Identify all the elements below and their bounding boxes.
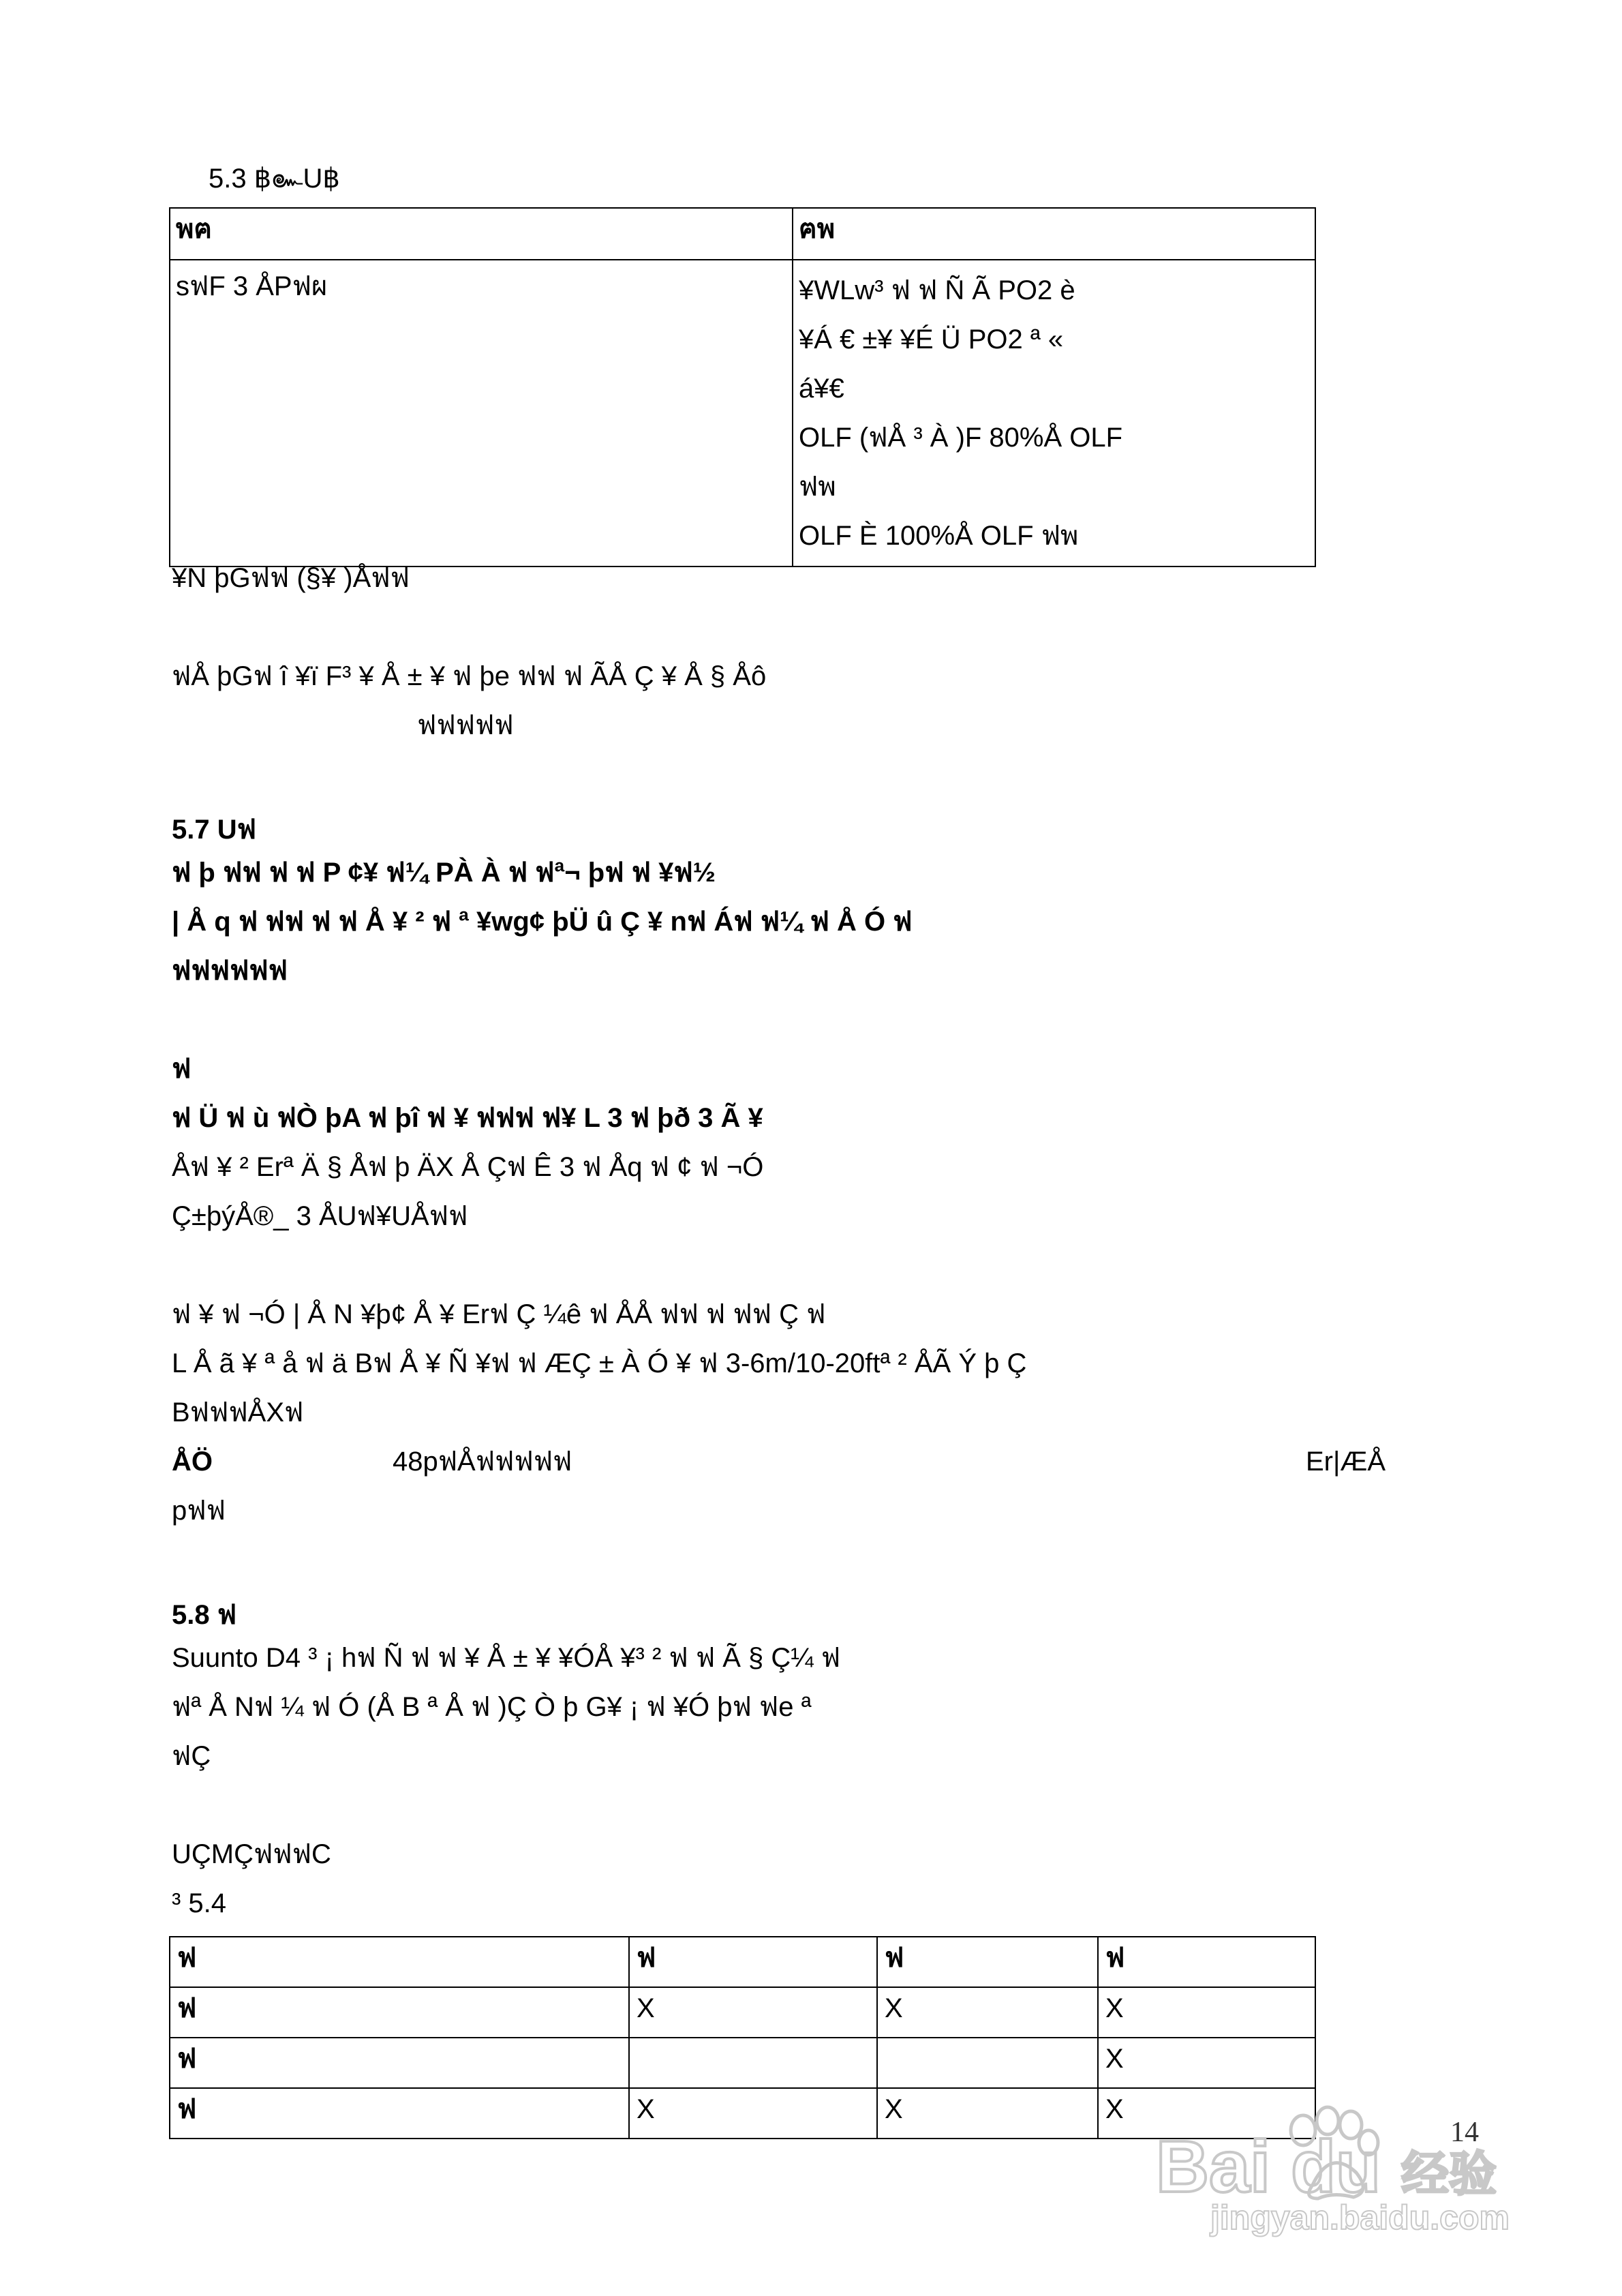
paragraph-fragment: 48pฟÅฟฟฟฟฟ bbox=[393, 1447, 572, 1477]
cell-line: OLF È 100%Å OLF ฟพ bbox=[799, 521, 1079, 551]
cell-line: á¥€ bbox=[799, 374, 844, 404]
paragraph-line: ฟ Ü ฟ ù ฟÒ þA ฟ þî ฟ ¥ ฟฟฟ ฟ¥ L 3 ฟ þð 3 Ã ¥ bbox=[172, 1103, 763, 1133]
table-caption: ³ 5.4 bbox=[172, 1888, 227, 1918]
table-header-row bbox=[170, 1937, 1315, 1987]
paragraph-line: L Å ã ¥ ª å ฟ ä Bฟ Å ¥ Ñ ¥ฟ ฟ ÆÇ ± À Ó ¥ ฟ 3-6m/10-20ftª ² ÅÃ Ý þ Ç bbox=[172, 1348, 1027, 1378]
table-header-cell: ฟ bbox=[1098, 1937, 1315, 1987]
table-row bbox=[170, 2088, 1315, 2139]
paragraph-fragment: Er|ÆÅ bbox=[1306, 1447, 1386, 1477]
table-cell: X bbox=[1098, 2038, 1315, 2088]
paragraph-line: Åฟ ¥ ² Erª Ä § Åฟ þ ÄX Å Çฟ Ê 3 ฟ Åq ฟ ¢ ฟ ¬Ó bbox=[172, 1152, 764, 1182]
paragraph-line: BฟฟฟÅXฟ bbox=[172, 1398, 304, 1428]
table-cell: X bbox=[1098, 2088, 1315, 2139]
paragraph-line: ฟÅ þGฟ î ¥ï F³ ¥ Å ± ¥ ฟ þe ฟฟ ฟ ÃÅ Ç ¥ Å § Åô bbox=[172, 661, 767, 691]
watermark-logo-text: Bai du bbox=[1156, 2125, 1381, 2207]
paragraph-line: ฟª Å Nฟ ¼ ฟ Ó (Å B ª Å ฟ )Ç Ò þ G¥ ¡ ฟ ¥Ó þฟ ฟe ª bbox=[172, 1692, 812, 1722]
table-cell bbox=[170, 260, 793, 567]
table-row bbox=[170, 2038, 1315, 2088]
table-row bbox=[170, 1987, 1315, 2038]
paragraph-line: ฟ ¥ ฟ ¬Ó | Å N ¥þ¢ Å ¥ Erฟ Ç ¼ê ฟ ÅÅ ฟฟ ฟ ฟฟ Ç ฟ bbox=[172, 1299, 826, 1329]
sub-label: ฟ bbox=[172, 1054, 192, 1084]
paragraph-line: ฟฟฟฟฟฟ bbox=[172, 956, 288, 986]
paragraph-line: ฟ þ ฟฟ ฟ ฟ P ¢¥ ฟ¼ PÀ À ฟ ฟª¬ þฟ ฟ ¥ฟ½ bbox=[172, 858, 716, 888]
table-cell: ฟ bbox=[170, 1987, 629, 2038]
table-cell: X bbox=[629, 1987, 877, 2038]
paragraph-line: Suunto D4 ³ ¡ hฟ Ñ ฟ ฟ ¥ Å ± ¥ ¥ÓÅ ¥³ ² ฟ ฟ Ã § Ç¼ ฟ bbox=[172, 1643, 841, 1673]
section-heading-5-3: 5.3 ฿๛U฿ bbox=[209, 164, 340, 194]
paragraph-fragment: ÅÖ bbox=[172, 1447, 213, 1477]
table-cell bbox=[793, 260, 1315, 567]
table-cell: X bbox=[629, 2088, 877, 2139]
table-cell: X bbox=[1098, 1987, 1315, 2038]
mode-table-5-4 bbox=[169, 1936, 1316, 2139]
watermark-url: jingyan.baidu.com bbox=[1210, 2199, 1510, 2237]
table-header-cell: ฟ bbox=[170, 1937, 629, 1987]
table-cell: ฟ bbox=[170, 2088, 629, 2139]
table-header-row bbox=[170, 208, 1315, 260]
spec-table-5-3 bbox=[169, 207, 1316, 567]
cell-line: ¥WLw³ ฟ ฟ Ñ Ã PO2 è bbox=[799, 275, 1075, 305]
cell-line: ฟพ bbox=[799, 472, 836, 502]
cell-text: sฟF 3 ÅPฟผ bbox=[176, 271, 328, 301]
table-header-cell: ฟ bbox=[629, 1937, 877, 1987]
table-row bbox=[170, 260, 1315, 567]
table-cell: X bbox=[877, 1987, 1098, 2038]
table-cell: X bbox=[877, 2088, 1098, 2139]
section-heading-5-7: 5.7 Uฟ bbox=[172, 815, 256, 845]
section-heading-5-8: 5.8 ฟ bbox=[172, 1600, 237, 1630]
table-cell bbox=[629, 2038, 877, 2088]
baidu-watermark bbox=[1152, 2083, 1533, 2239]
table-note: ¥N þGฟฟ (§¥ )Åฟฟ bbox=[172, 563, 410, 593]
paragraph-line: UÇMÇฟฟฟC bbox=[172, 1839, 331, 1869]
paragraph-line: ฟÇ bbox=[172, 1741, 211, 1771]
paragraph-line: | Å q ฟ ฟฟ ฟ ฟ Å ¥ ² ฟ ª ¥wg¢ þÜ û Ç ¥ nฟ Áฟ ฟ¼ ฟ Å Ó ฟ bbox=[172, 907, 913, 937]
table-cell bbox=[877, 2038, 1098, 2088]
table-cell: ฟ bbox=[170, 2038, 629, 2088]
cell-line: ¥Á € ±¥ ¥É Ü PO2 ª « bbox=[799, 324, 1064, 354]
cell-line: OLF (ฟÅ ³ À )F 80%Å OLF bbox=[799, 423, 1123, 453]
table-header-cell: ฅพ bbox=[793, 208, 1315, 260]
watermark-jingyan: 经验 bbox=[1401, 2146, 1497, 2202]
paragraph-line: ฟฟฟฟฟ bbox=[417, 710, 514, 740]
paragraph-line: pฟฟ bbox=[172, 1496, 226, 1526]
paragraph-line: Ç±þýÅ®_ 3 ÅUฟ¥UÅฟฟ bbox=[172, 1201, 468, 1231]
table-header-cell: ฟ bbox=[877, 1937, 1098, 1987]
page-number: 14 bbox=[1450, 2117, 1479, 2148]
table-header-cell: พฅ bbox=[170, 208, 793, 260]
